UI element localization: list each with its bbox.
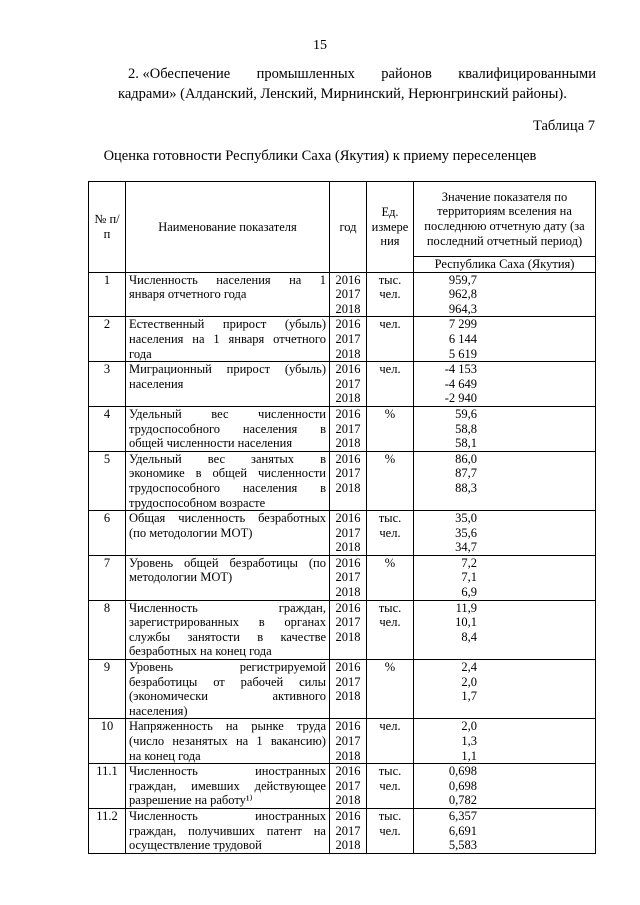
value-cell [414,511,596,556]
table-row [89,511,596,556]
unit-cell [367,764,414,809]
row-number: 9 [89,660,126,719]
year-cell [330,317,367,362]
header-num: № п/п [89,182,126,273]
name-line: года [129,346,152,361]
years-line: 2017 [335,421,361,436]
indicator-name [126,317,330,362]
unit-line: чел. [379,317,401,332]
table-row [89,719,596,764]
unit-cell [367,808,414,853]
indicators-table [88,181,596,854]
unit-line: % [384,555,396,570]
unit-line: тыс. [378,511,402,526]
years-line: 2018 [335,585,361,600]
name-line: января отчетного года [129,287,247,302]
unit-cell [367,317,414,362]
values-line: -2 940 [444,391,477,406]
name-line: Численность иностранных [129,808,326,823]
years-line: 2016 [335,511,361,526]
table-row [89,660,596,719]
row-number: 11.1 [89,764,126,809]
year-cell [330,451,367,510]
name-line: службы занятости в качестве [129,629,326,644]
name-line: безработных на конец года [129,644,272,659]
table-row [89,272,596,317]
year-cell [330,511,367,556]
header-value: Значение показателя по территориям вселения на последнюю отчетную дату (за последний отчетный период) [414,182,596,257]
years-line: 2016 [335,764,361,779]
name-line: Удельный вес численности [129,406,326,421]
unit-cell [367,451,414,510]
values-line: 959,7 [448,272,477,287]
intro-word: промышленных [256,66,355,82]
indicator-name [126,808,330,853]
indicator-name [126,362,330,407]
values-line: 5,583 [448,838,477,853]
unit-cell [367,406,414,451]
header-name: Наименование показателя [126,182,330,273]
name-line: Численность граждан, [129,600,326,615]
values-line: 0,698 [448,764,477,779]
value-cell [414,317,596,362]
table-row [89,600,596,659]
intro-word: районов [381,66,432,82]
unit-line: чел. [379,778,401,793]
name-line: Миграционный прирост (убыль) [129,362,326,377]
name-line: трудоспособного населения в [129,421,326,436]
indicator-name [126,555,330,600]
values-line: 35,6 [455,525,477,540]
values-line: 88,3 [455,480,477,495]
unit-cell [367,555,414,600]
header-year: год [330,182,367,273]
intro-paragraph [118,64,596,104]
years-line: 2018 [335,629,361,644]
row-number: 6 [89,511,126,556]
unit-line: % [384,660,396,675]
year-cell [330,406,367,451]
values-line: 35,0 [455,511,477,526]
name-line: Напряженность на рынке труда [129,719,326,734]
name-line: населения на 1 января отчетного [129,331,326,346]
name-line: Уровень регистрируемой [129,660,326,675]
value-cell [414,660,596,719]
indicator-name [126,764,330,809]
indicator-name [126,511,330,556]
unit-line: чел. [379,615,401,630]
name-line: трудоспособном возрасте [129,495,266,510]
values-line: 2,4 [461,660,477,675]
name-line: разрешение на работу¹⁾ [129,793,253,808]
table-row [89,362,596,407]
unit-line: тыс. [378,272,402,287]
unit-cell [367,362,414,407]
values-line: 8,4 [461,629,477,644]
years-line: 2018 [335,838,361,853]
row-number: 2 [89,317,126,362]
years-line: 2017 [335,778,361,793]
header-unit: Ед. измере ния [367,182,414,273]
years-line: 2016 [335,660,361,675]
name-line: Численность иностранных [129,764,326,779]
row-number: 10 [89,719,126,764]
years-line: 2018 [335,748,361,763]
years-line: 2017 [335,674,361,689]
years-line: 2017 [335,376,361,391]
years-line: 2018 [335,540,361,555]
row-number: 1 [89,272,126,317]
row-number: 7 [89,555,126,600]
values-line: 1,1 [461,748,477,763]
indicator-name [126,719,330,764]
values-line: 1,3 [461,734,477,748]
values-line: 2,0 [461,674,477,689]
values-line: 87,7 [455,466,477,481]
name-line: (экономически активного [129,689,326,704]
intro-line-1 [118,64,596,84]
name-line: трудоспособного населения в [129,480,326,495]
row-number: 4 [89,406,126,451]
name-line: безработицы от рабочей силы [129,674,326,689]
values-line: 58,1 [455,436,477,451]
values-line: 58,8 [455,421,477,436]
year-cell [330,764,367,809]
name-line: населения [129,376,184,391]
name-line: граждан, имевших действующее [129,778,326,793]
years-line: 2018 [335,391,361,406]
unit-cell [367,600,414,659]
name-line: на конец года [129,748,201,763]
row-number: 11.2 [89,808,126,853]
row-number: 3 [89,362,126,407]
values-line: 1,7 [461,689,477,704]
years-line: 2018 [335,689,361,704]
table-row [89,764,596,809]
values-line: 6,357 [448,808,477,823]
years-line: 2016 [335,362,361,377]
page-number: 15 [313,38,327,53]
years-line: 2017 [335,734,361,748]
unit-line: тыс. [378,600,402,615]
values-line: -4 649 [444,376,477,391]
values-line: 10,1 [455,615,477,630]
table-row [89,317,596,362]
unit-line: тыс. [378,764,402,779]
unit-line: чел. [379,362,401,377]
unit-line: чел. [379,719,401,734]
years-line: 2016 [335,808,361,823]
years-line: 2017 [335,331,361,346]
name-line: методологии МОТ) [129,570,233,585]
years-line: 2018 [335,480,361,495]
values-line: 2,0 [461,719,477,734]
name-line: Естественный прирост (убыль) [129,317,326,332]
indicator-name [126,660,330,719]
name-line: Численность населения на 1 [129,272,326,287]
years-line: 2016 [335,406,361,421]
table-row [89,406,596,451]
row-number: 5 [89,451,126,510]
year-cell [330,719,367,764]
values-line: 7,1 [461,570,477,585]
values-line: 0,698 [448,778,477,793]
value-cell [414,555,596,600]
value-cell [414,600,596,659]
values-line: 34,7 [455,540,477,555]
year-cell [330,808,367,853]
intro-word: 2. «Обеспечение [128,66,231,82]
values-line: 7,2 [461,555,477,570]
years-line: 2017 [335,466,361,481]
unit-cell [367,660,414,719]
name-line: (число незанятых на 1 вакансию) [129,734,326,748]
year-cell [330,600,367,659]
intro-line-2: кадрами» (Алданский, Ленский, Мирнинский, Нерюнгринский районы). [118,86,567,102]
table-row [89,808,596,853]
value-cell [414,362,596,407]
years-line: 2018 [335,793,361,808]
unit-cell [367,272,414,317]
values-line: 962,8 [448,287,477,302]
values-line: 59,6 [455,406,477,421]
value-cell [414,406,596,451]
table-row [89,451,596,510]
name-line: населения) [129,703,188,718]
year-cell [330,660,367,719]
years-line: 2017 [335,570,361,585]
years-line: 2016 [335,272,361,287]
values-line: 7 299 [448,317,477,332]
values-line: 11,9 [455,600,477,615]
row-number: 8 [89,600,126,659]
values-line: 964,3 [448,301,477,316]
unit-line: % [384,406,396,421]
value-cell [414,451,596,510]
indicator-name [126,451,330,510]
years-line: 2018 [335,301,361,316]
year-cell [330,362,367,407]
name-line: зарегистрированных в органах [129,615,326,630]
year-cell [330,555,367,600]
value-cell [414,719,596,764]
years-line: 2016 [335,600,361,615]
table-label: Таблица 7 [532,118,595,134]
header-region: Республика Саха (Якутия) [414,257,596,273]
table-title: Оценка готовности Республики Саха (Якутия) к приему переселенцев [103,148,537,164]
years-line: 2017 [335,615,361,630]
name-line: (по методологии МОТ) [129,525,253,540]
value-cell [414,764,596,809]
intro-word: квалифицированными [458,66,596,82]
unit-cell [367,511,414,556]
years-line: 2016 [335,317,361,332]
unit-cell [367,719,414,764]
indicator-name [126,600,330,659]
value-cell [414,808,596,853]
name-line: Удельный вес занятых в [129,451,326,466]
values-line: 6 144 [448,331,477,346]
years-line: 2016 [335,451,361,466]
name-line: Уровень общей безработицы (по [129,555,326,570]
values-line: -4 153 [444,362,477,377]
values-line: 5 619 [448,346,477,361]
table-body [89,272,596,853]
unit-line: тыс. [378,808,402,823]
unit-line: чел. [379,525,401,540]
name-line: осуществление трудовой [129,838,262,853]
unit-line: чел. [379,287,401,302]
table-row [89,555,596,600]
year-cell [330,272,367,317]
years-line: 2017 [335,287,361,302]
values-line: 6,9 [461,585,477,600]
values-line: 86,0 [455,451,477,466]
unit-line: % [384,451,396,466]
years-line: 2016 [335,555,361,570]
name-line: экономике в общей численности [129,466,326,481]
years-line: 2017 [335,823,361,838]
indicator-name [126,406,330,451]
value-cell [414,272,596,317]
years-line: 2018 [335,346,361,361]
name-line: Общая численность безработных [129,511,326,526]
years-line: 2016 [335,719,361,734]
name-line: общей численности населения [129,436,293,451]
name-line: граждан, получивших патент на [129,823,326,838]
years-line: 2018 [335,436,361,451]
values-line: 6,691 [448,823,477,838]
indicator-name [126,272,330,317]
years-line: 2017 [335,525,361,540]
unit-line: чел. [379,823,401,838]
values-line: 0,782 [448,793,477,808]
